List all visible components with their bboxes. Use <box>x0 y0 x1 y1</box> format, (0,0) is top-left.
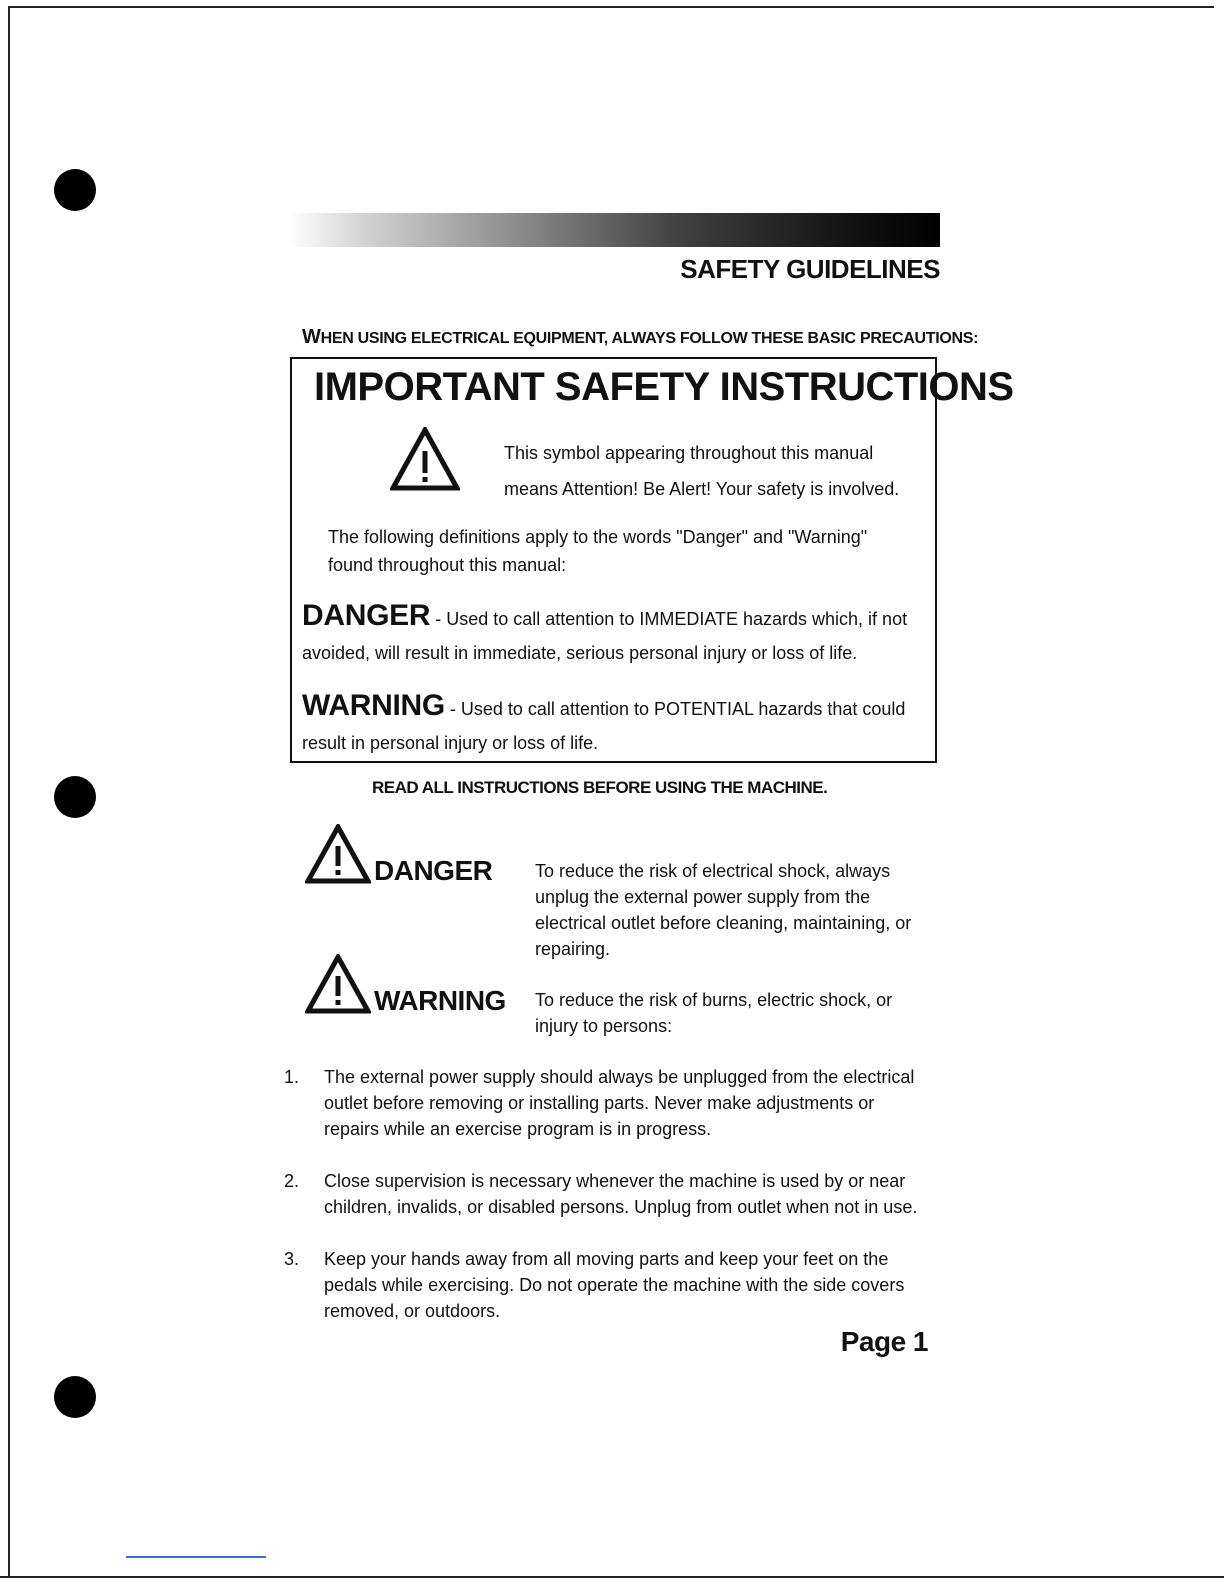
bottom-link-underline <box>126 1556 266 1558</box>
list-item-number: 2. <box>284 1171 300 1191</box>
box-title: IMPORTANT SAFETY INSTRUCTIONS <box>314 365 1014 409</box>
definitions-text: The following definitions apply to the words "Danger" and "Warning" found throughout this manual: <box>328 527 868 575</box>
danger-term: DANGER <box>302 599 431 632</box>
section-title: SAFETY GUIDELINES <box>680 254 940 284</box>
warning-triangle-icon <box>305 954 371 1014</box>
header-gradient-band <box>288 213 940 247</box>
danger-signal-text: To reduce the risk of electrical shock, always unplug the external power supply from the electrical outlet before cleaning, maintaining, or repairing. <box>535 861 912 959</box>
warning-definition <box>302 689 922 760</box>
precautions-initial: W <box>302 326 321 348</box>
precautions-text: HEN USING ELECTRICAL EQUIPMENT, ALWAYS FOLLOW THESE BASIC PRECAUTIONS: <box>320 330 979 347</box>
list-item-number: 3. <box>284 1249 300 1269</box>
symbol-line-1: This symbol appearing throughout this manual <box>504 443 874 463</box>
warning-triangle-icon <box>390 427 460 496</box>
danger-signal-word: DANGER <box>374 855 493 886</box>
punch-hole-icon <box>54 1376 96 1418</box>
punch-hole-icon <box>54 776 96 818</box>
precautions-heading <box>302 326 978 349</box>
punch-hole-icon <box>54 169 96 211</box>
warning-signal-icon-wrap <box>305 954 371 1019</box>
page-edge-top <box>8 6 1214 8</box>
list-item-text: Close supervision is necessary whenever the machine is used by or near children, invalids, or disabled persons. Unplug from outlet when not in use. <box>324 1171 918 1217</box>
danger-definition <box>302 599 922 670</box>
warning-signal-text: To reduce the risk of burns, electric shock, or injury to persons: <box>535 990 893 1036</box>
page-number: Page 1 <box>840 1326 928 1357</box>
list-item-number: 1. <box>284 1067 300 1087</box>
symbol-explanation <box>504 435 924 507</box>
warning-term: WARNING <box>302 689 445 722</box>
warning-triangle-icon <box>305 824 371 884</box>
page-edge-bottom <box>0 1576 1224 1578</box>
warning-signal-word: WARNING <box>374 985 506 1016</box>
list-item-text: Keep your hands away from all moving parts and keep your feet on the pedals while exercising. Do not operate the machine with the side covers removed, or outdoors. <box>324 1249 905 1321</box>
page-edge-left <box>8 6 10 1576</box>
read-all-notice: READ ALL INSTRUCTIONS BEFORE USING THE MACHINE. <box>372 778 828 797</box>
list-item-text: The external power supply should always be unplugged from the electrical outlet before removing or installing parts. Never make adjustments or repairs while an exercise program is in progress. <box>324 1067 915 1139</box>
symbol-line-2: means Attention! Be Alert! Your safety is involved. <box>504 479 900 499</box>
danger-definition-text: - Used to call attention to IMMEDIATE hazards which, if not avoided, will result in immediate, serious personal injury or loss of life. <box>302 609 908 663</box>
danger-signal-icon-wrap <box>305 824 371 889</box>
important-safety-box <box>290 357 1014 763</box>
warning-definition-text: - Used to call attention to POTENTIAL hazards that could result in personal injury or loss of life. <box>302 699 906 753</box>
